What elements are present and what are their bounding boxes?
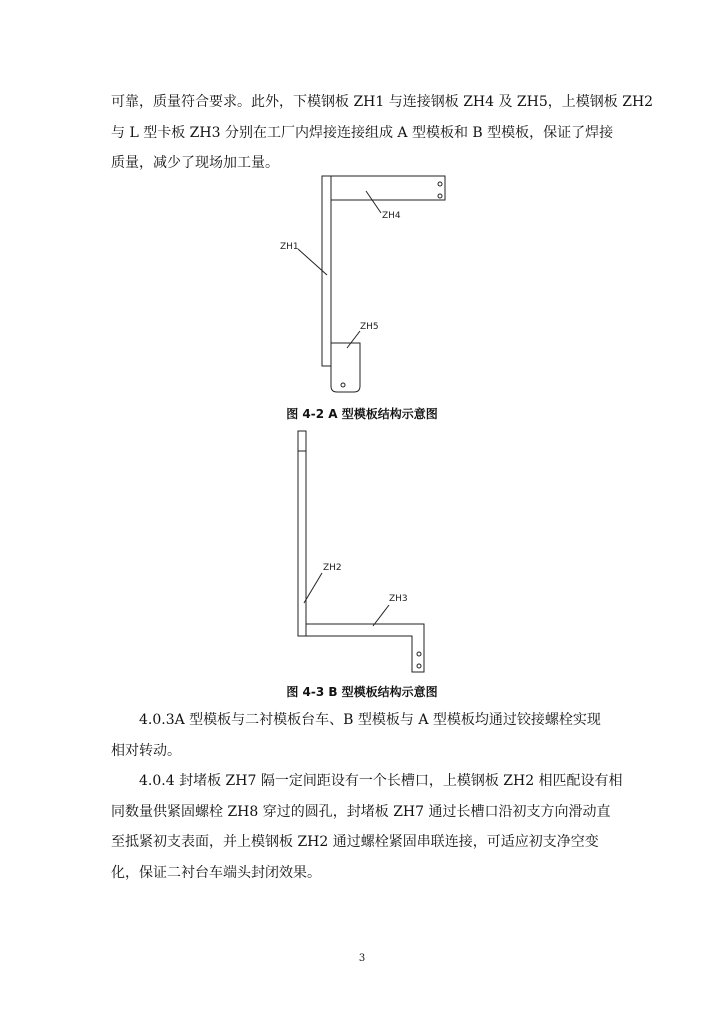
zh1-plate: [322, 176, 331, 366]
section-403-line: 4.0.3A 型模板与二衬模板台车、B 型模板与 A 型模板均通过铰接螺栓实现: [139, 712, 601, 728]
section-403-paragraph: [111, 705, 617, 766]
section-404-line: 同数量供紧固螺栓 ZH8 穿过的圆孔，封堵板 ZH7 通过长槽口沿初支方向滑动直: [111, 803, 611, 820]
zh4-plate: [331, 176, 445, 200]
zh1-label: ZH1: [280, 242, 299, 252]
section-404-line: 4.0.4 封堵板 ZH7 隔一定间距设有一个长槽口，上模钢板 ZH2 相匹配设有相: [139, 773, 623, 789]
zh4-leader-line: [366, 191, 381, 213]
intro-line: 质量，减少了现场加工量。: [111, 155, 279, 171]
zh2-label: ZH2: [323, 563, 342, 573]
figure-b-drawing: [298, 431, 424, 672]
hole-icon: [438, 182, 442, 186]
zh4-label: ZH4: [382, 211, 401, 221]
zh2-plate: [298, 431, 306, 636]
intro-line: 可靠，质量符合要求。此外，下模钢板 ZH1 与连接钢板 ZH4 及 ZH5，上模钢板 ZH2: [111, 94, 654, 110]
section-404-paragraph: [111, 766, 623, 888]
figure-b-caption: 图 4-3 B 型模板结构示意图: [286, 685, 438, 699]
zh1-leader-line: [298, 249, 327, 275]
section-404-line: 至抵紧初支表面，并上模钢板 ZH2 通过螺栓紧固串联连接，可适应初支净空变: [111, 834, 599, 850]
zh2-leader-line: [304, 573, 322, 603]
section-404-line: 化，保证二衬台车端头封闭效果。: [111, 864, 321, 881]
zh3-label: ZH3: [389, 594, 408, 604]
hole-icon: [438, 194, 442, 198]
zh5-label: ZH5: [360, 322, 379, 332]
hole-icon: [417, 664, 421, 668]
section-403-line: 相对转动。: [111, 742, 181, 759]
zh5-plate: [331, 343, 360, 392]
hole-icon: [341, 383, 345, 387]
zh5-leader-line: [347, 331, 360, 348]
figure-a-drawing: [298, 176, 445, 392]
intro-line: 与 L 型卡板 ZH3 分别在工厂内焊接连接组成 A 型模板和 B 型模板，保证了焊接: [111, 124, 614, 141]
figure-a-caption: 图 4-2 A 型模板结构示意图: [286, 407, 438, 421]
page-number: 3: [358, 953, 366, 964]
zh3-leader-line: [373, 605, 389, 626]
zh3-plate: [306, 624, 424, 672]
hole-icon: [417, 652, 421, 656]
